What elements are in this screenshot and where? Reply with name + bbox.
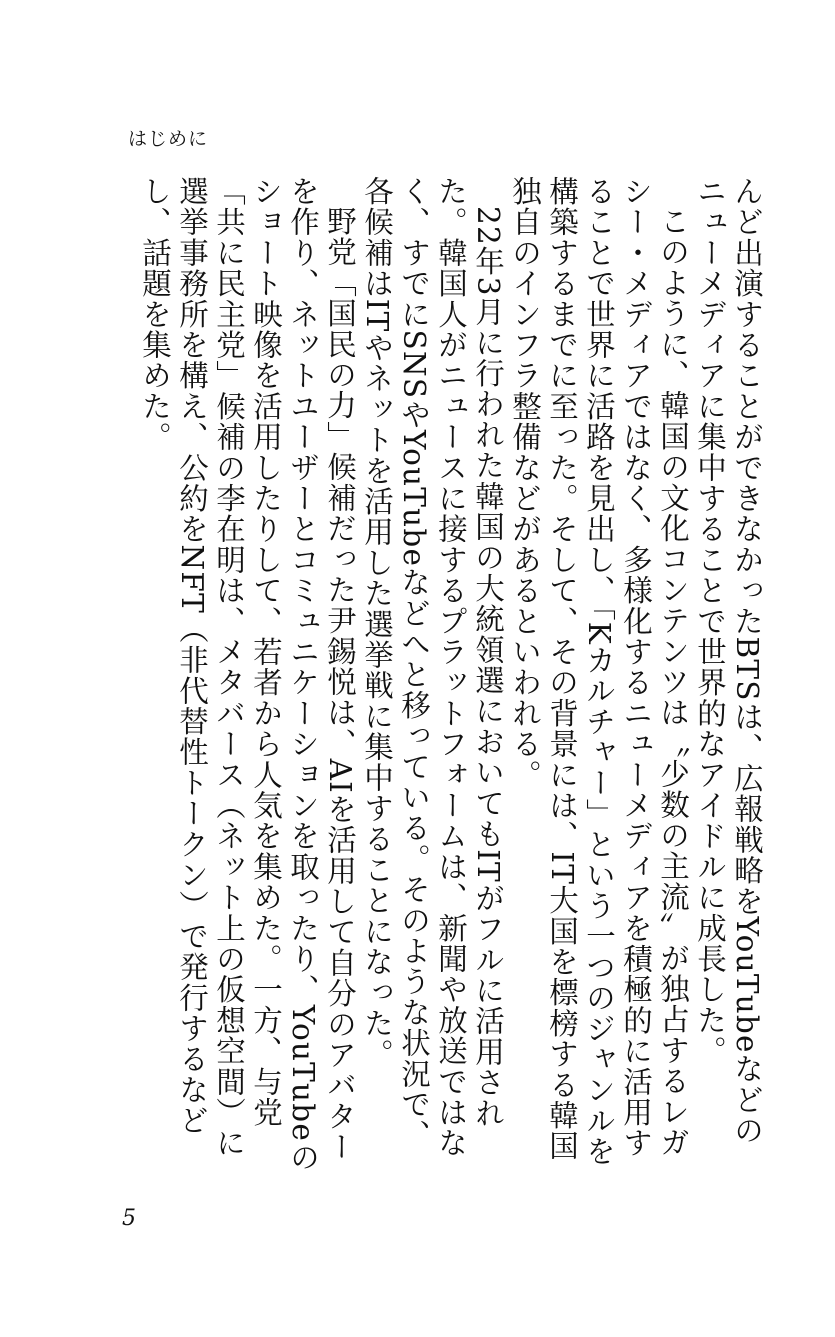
paragraph-1: んど出演することができなかったBTSは、広報戦略をYouTubeなどのニューメディアに集中することで世界的なアイドルに成長した。 [693, 176, 764, 1146]
body-text [75, 176, 765, 1176]
page-number: 5 [122, 1206, 136, 1231]
running-head: はじめに [128, 128, 209, 150]
paragraph-4: 野党「国民の力」候補だった尹錫悦は、AIを活用して自分のアバターを作り、ネットユーザーとコミュニケーションを取ったり、YouTubeのショート映像を活用したりして、若者から人気を集めた。一方、与党「共に民主党」候補の李在明は、メタバース（ネット上の仮想空間）に選挙事務所を構え、公約をNFT（非代替性トークン）で発行するなどし、話題を集めた。 [138, 176, 357, 1173]
paragraph-3: 22年3月に行われた韓国の大統領選においてもITがフルに活用された。韓国人がニュースに接するプラットフォームは、新聞や放送ではなく、すでにSNSやYouTubeなどへと移っている。そのような状況で、各候補はITやネットを活用した選挙戦に集中することになった。 [360, 176, 505, 1159]
paragraph-2: このように、韓国の文化コンテンツは〝少数の主流〟が独占するレガシー・メディアではなく、多様化するニューメディアを積極的に活用することで世界に活路を見出し、「Kカルチャー」という一つのジャンルを構築するまでに至った。そして、その背景には、IT大国を標榜する韓国独自のインフラ整備などがあるといわれる。 [508, 176, 690, 1167]
